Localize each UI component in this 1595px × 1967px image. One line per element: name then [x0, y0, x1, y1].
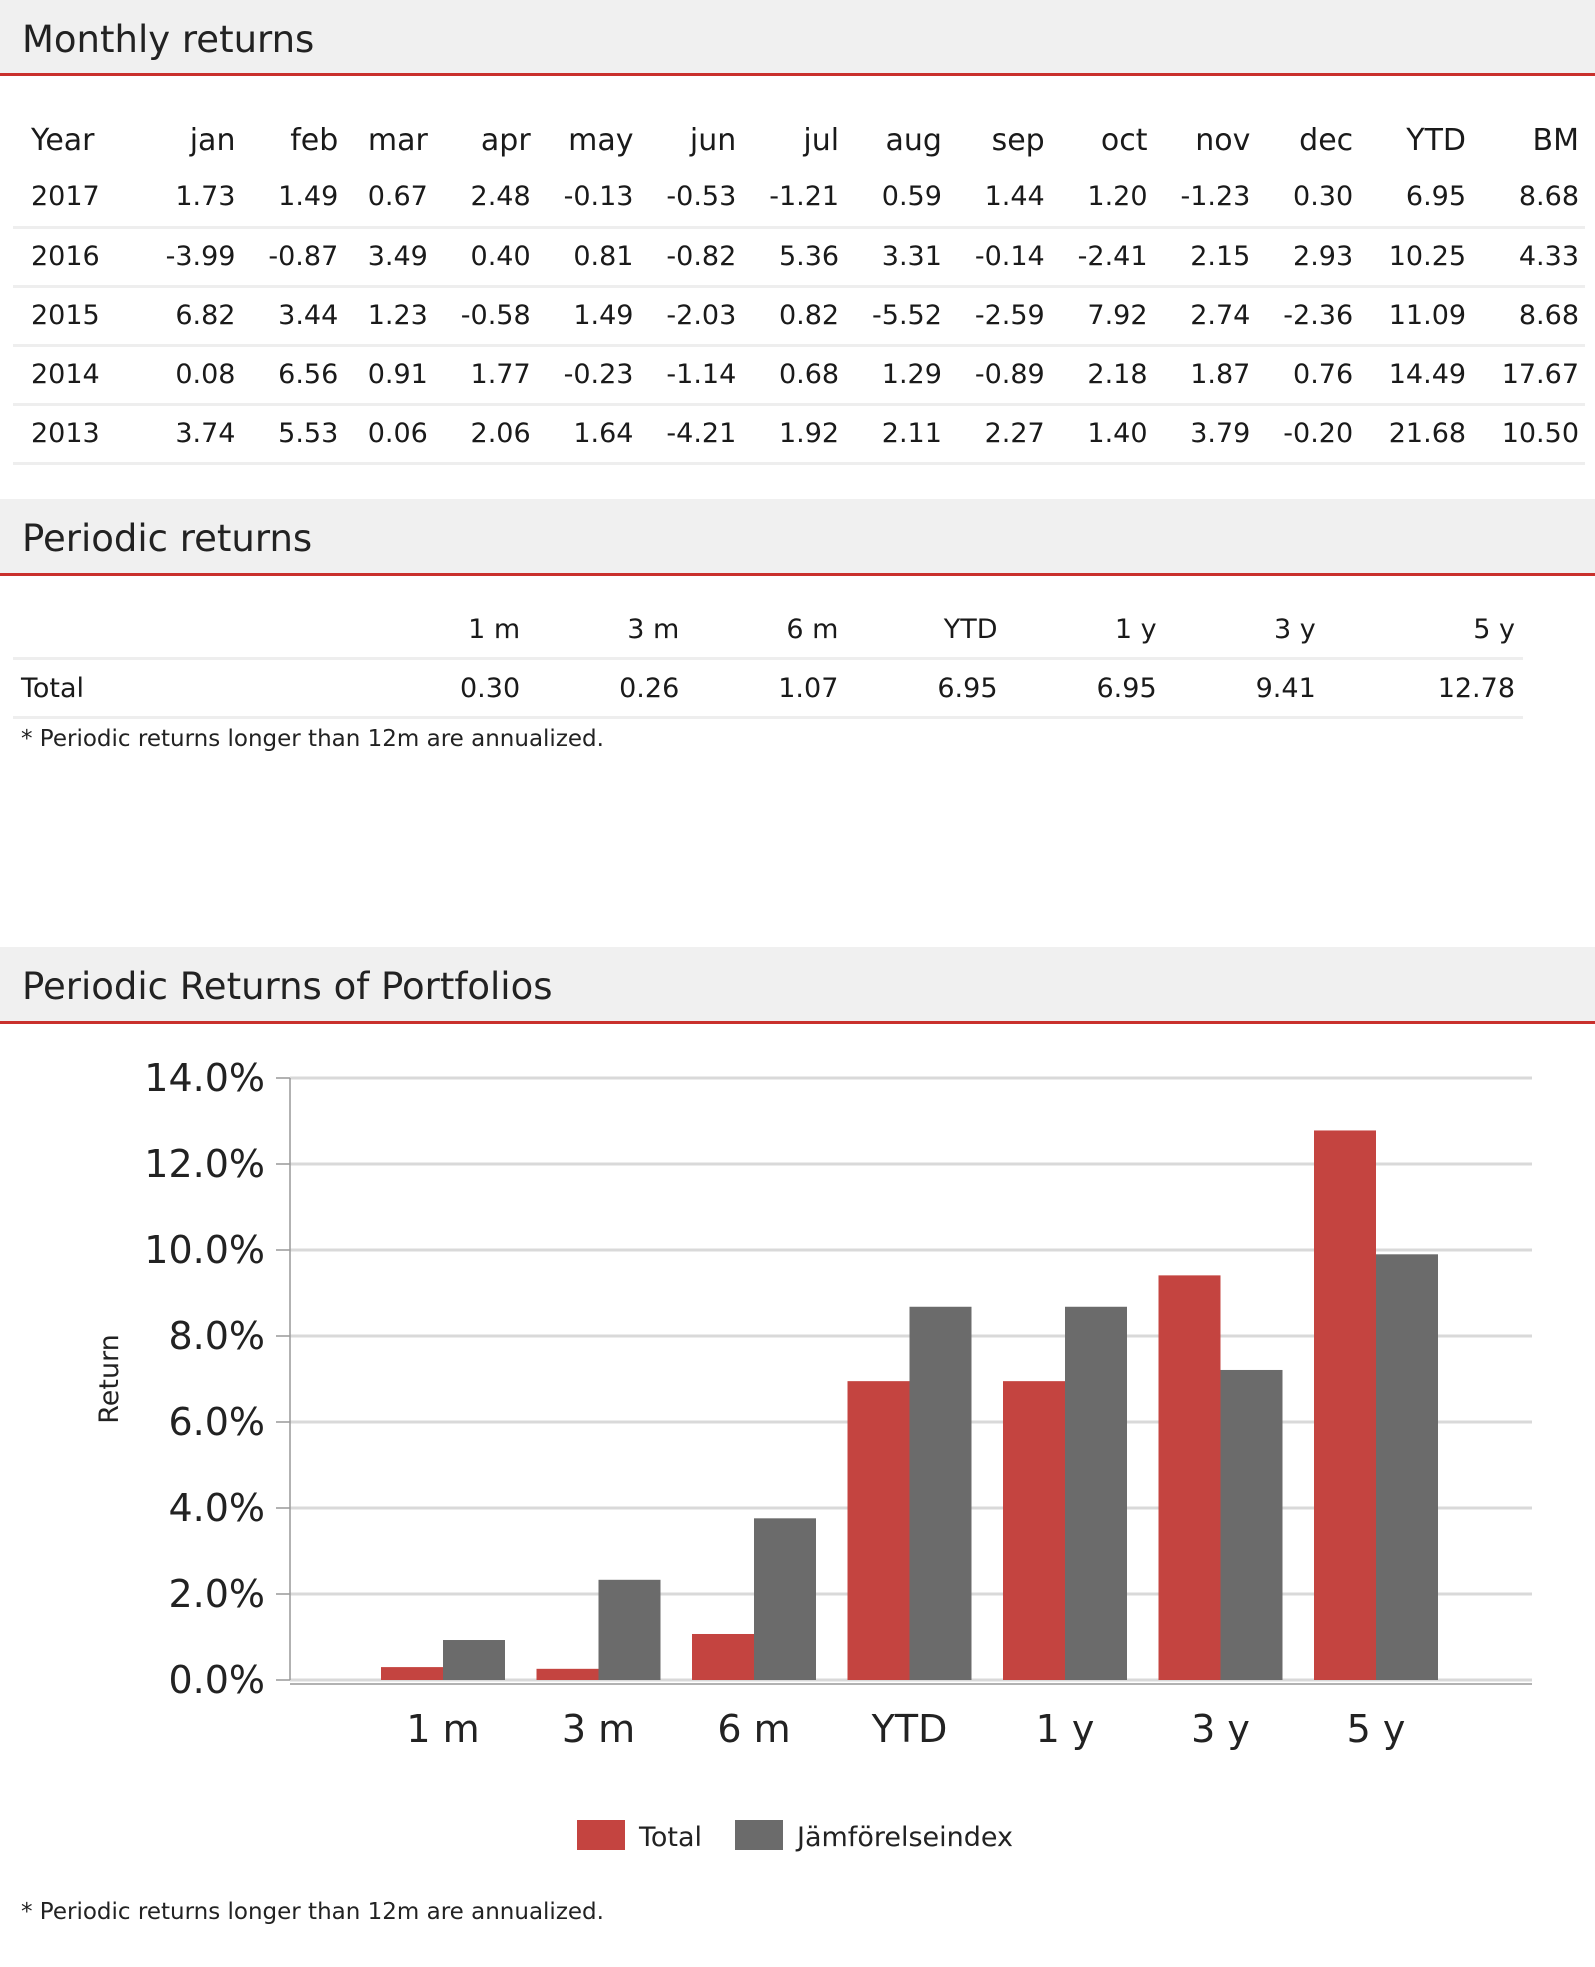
table-cell: 0.82 — [742, 286, 845, 345]
table-row — [13, 345, 1585, 404]
column-header-may: may — [568, 123, 634, 158]
x-tick-label: YTD — [871, 1707, 948, 1751]
table-cell: 1.29 — [845, 345, 948, 404]
table-cell: 0.67 — [344, 168, 434, 227]
table-cell: 1.23 — [344, 286, 434, 345]
column-header: 3 y — [1165, 601, 1324, 659]
table-cell: 1.40 — [1051, 404, 1154, 463]
legend-label: Jämförelseindex — [797, 1822, 1013, 1853]
annualized-note: * Periodic returns longer than 12m are annualized. — [21, 726, 604, 752]
periodic-returns-table — [13, 601, 1523, 719]
table-cell: -2.41 — [1051, 227, 1154, 286]
column-header-jun: jun — [689, 123, 737, 158]
table-cell: 7.92 — [1051, 286, 1154, 345]
table-cell: 0.81 — [537, 227, 640, 286]
x-tick-label: 1 y — [1035, 1707, 1095, 1751]
table-cell: 14.49 — [1359, 345, 1472, 404]
table-cell: 3.44 — [241, 286, 344, 345]
table-cell: 1.49 — [241, 168, 344, 227]
table-cell: -0.14 — [948, 227, 1051, 286]
table-cell: -2.59 — [948, 286, 1051, 345]
table-cell: 1.07 — [687, 659, 846, 718]
table-cell: Total — [13, 659, 369, 718]
bar-total — [848, 1381, 910, 1680]
table-row — [13, 227, 1585, 286]
column-header-feb: feb — [290, 123, 339, 158]
y-tick-label: 4.0% — [168, 1486, 265, 1530]
bar-total — [1314, 1130, 1376, 1680]
table-cell: 2.48 — [434, 168, 537, 227]
legend-label: Total — [639, 1822, 703, 1853]
table-cell: -1.21 — [742, 168, 845, 227]
table-cell: 0.40 — [434, 227, 537, 286]
table-cell: 1.73 — [139, 168, 242, 227]
table-cell: 3.31 — [845, 227, 948, 286]
bar-benchmark — [599, 1580, 661, 1680]
bar-total — [1159, 1275, 1221, 1680]
table-cell: 2015 — [13, 286, 139, 345]
bar-benchmark — [754, 1518, 816, 1680]
x-tick-label: 6 m — [717, 1707, 791, 1751]
table-cell: 3.49 — [344, 227, 434, 286]
periodic-returns-chart — [0, 1030, 1595, 1890]
table-cell: 5.36 — [742, 227, 845, 286]
table-cell: 3.74 — [139, 404, 242, 463]
y-tick-label: 14.0% — [144, 1056, 265, 1100]
table-row — [13, 404, 1585, 463]
table-cell: -0.53 — [639, 168, 742, 227]
table-cell: 0.91 — [344, 345, 434, 404]
bar-benchmark — [1376, 1254, 1438, 1680]
table-cell: 1.49 — [537, 286, 640, 345]
y-tick-label: 0.0% — [168, 1658, 265, 1702]
table-cell: 2.15 — [1154, 227, 1257, 286]
table-cell: 6.95 — [1006, 659, 1165, 718]
table-cell: 2.93 — [1256, 227, 1359, 286]
bar-benchmark — [910, 1307, 972, 1680]
table-cell: 0.68 — [742, 345, 845, 404]
column-header-aug: aug — [885, 123, 942, 158]
table-cell: -0.23 — [537, 345, 640, 404]
column-header-bm: BM — [1532, 123, 1579, 158]
table-cell: 5.53 — [241, 404, 344, 463]
column-header-apr: apr — [480, 123, 531, 158]
column-header: 5 y — [1324, 601, 1523, 659]
bar-total — [381, 1667, 443, 1680]
y-tick-label: 8.0% — [168, 1314, 265, 1358]
column-header-nov: nov — [1195, 123, 1251, 158]
table-cell: -0.58 — [434, 286, 537, 345]
table-cell: 6.56 — [241, 345, 344, 404]
table-cell: 1.92 — [742, 404, 845, 463]
y-axis-label: Return — [94, 1334, 125, 1424]
portfolio-chart-title: Periodic Returns of Portfolios — [22, 965, 553, 1008]
table-cell: -5.52 — [845, 286, 948, 345]
bar-total — [692, 1634, 754, 1680]
y-tick-label: 12.0% — [144, 1142, 265, 1186]
monthly-returns-header — [0, 0, 1595, 76]
table-cell: 21.68 — [1359, 404, 1472, 463]
table-cell: 2.18 — [1051, 345, 1154, 404]
table-cell: 2.11 — [845, 404, 948, 463]
table-cell: 0.30 — [369, 659, 528, 718]
table-cell: 1.87 — [1154, 345, 1257, 404]
table-cell: 3.79 — [1154, 404, 1257, 463]
column-header: 1 m — [369, 601, 528, 659]
table-cell: -0.13 — [537, 168, 640, 227]
portfolio-chart-header — [0, 947, 1595, 1024]
column-header-dec: dec — [1299, 123, 1354, 158]
bar-total — [537, 1669, 599, 1680]
column-header-oct: oct — [1100, 123, 1148, 158]
table-cell: 2016 — [13, 227, 139, 286]
table-cell: 0.30 — [1256, 168, 1359, 227]
table-header-row — [13, 601, 1523, 659]
periodic-returns-header — [0, 499, 1595, 576]
y-tick-label: 2.0% — [168, 1572, 265, 1616]
table-cell: 12.78 — [1324, 659, 1523, 718]
table-cell: -3.99 — [139, 227, 242, 286]
table-cell: 8.68 — [1472, 168, 1585, 227]
table-cell: -0.89 — [948, 345, 1051, 404]
y-tick-label: 10.0% — [144, 1228, 265, 1272]
table-cell: 0.59 — [845, 168, 948, 227]
table-cell: 9.41 — [1165, 659, 1324, 718]
column-header — [13, 601, 369, 659]
table-row — [13, 659, 1523, 718]
table-cell: 2.06 — [434, 404, 537, 463]
table-cell: 0.26 — [528, 659, 687, 718]
table-cell: 8.68 — [1472, 286, 1585, 345]
bar-benchmark — [1221, 1370, 1283, 1680]
table-cell: 2014 — [13, 345, 139, 404]
column-header-year: Year — [31, 123, 95, 158]
table-cell: 0.76 — [1256, 345, 1359, 404]
column-header: 3 m — [528, 601, 687, 659]
table-cell: 11.09 — [1359, 286, 1472, 345]
column-header: 6 m — [687, 601, 846, 659]
annualized-note-chart: * Periodic returns longer than 12m are annualized. — [21, 1899, 604, 1925]
column-header: YTD — [846, 601, 1005, 659]
table-header-row — [13, 113, 1585, 168]
table-cell: 1.44 — [948, 168, 1051, 227]
table-row — [13, 168, 1585, 227]
legend-swatch — [577, 1820, 625, 1850]
table-cell: -4.21 — [639, 404, 742, 463]
column-header: 1 y — [1006, 601, 1165, 659]
table-row — [13, 286, 1585, 345]
table-cell: 6.82 — [139, 286, 242, 345]
table-cell: 1.64 — [537, 404, 640, 463]
x-tick-label: 3 y — [1191, 1707, 1250, 1751]
monthly-returns-title: Monthly returns — [22, 18, 315, 61]
table-cell: 0.06 — [344, 404, 434, 463]
table-cell: 6.95 — [1359, 168, 1472, 227]
bar-benchmark — [443, 1640, 505, 1680]
table-cell: -2.03 — [639, 286, 742, 345]
column-header-jan: jan — [189, 123, 236, 158]
table-cell: 2017 — [13, 168, 139, 227]
table-cell: 10.25 — [1359, 227, 1472, 286]
table-cell: 1.20 — [1051, 168, 1154, 227]
bar-benchmark — [1065, 1307, 1127, 1680]
table-cell: -0.82 — [639, 227, 742, 286]
table-cell: 4.33 — [1472, 227, 1585, 286]
table-cell: -1.14 — [639, 345, 742, 404]
column-header-jul: jul — [803, 123, 840, 158]
x-tick-label: 3 m — [561, 1707, 636, 1751]
table-cell: -2.36 — [1256, 286, 1359, 345]
x-tick-label: 5 y — [1346, 1707, 1406, 1751]
table-cell: 6.95 — [846, 659, 1005, 718]
column-header-ytd: YTD — [1406, 123, 1467, 158]
table-cell: -0.87 — [241, 227, 344, 286]
column-header-mar: mar — [367, 123, 428, 158]
table-cell: 2.27 — [948, 404, 1051, 463]
periodic-returns-title: Periodic returns — [22, 517, 313, 560]
legend-swatch — [735, 1820, 783, 1850]
column-header-sep: sep — [991, 123, 1045, 158]
table-cell: 10.50 — [1472, 404, 1585, 463]
x-tick-label: 1 m — [406, 1707, 480, 1751]
y-tick-label: 6.0% — [168, 1400, 265, 1444]
table-cell: -0.20 — [1256, 404, 1359, 463]
table-cell: 17.67 — [1472, 345, 1585, 404]
table-cell: 2.74 — [1154, 286, 1257, 345]
table-cell: -1.23 — [1154, 168, 1257, 227]
table-cell: 0.08 — [139, 345, 242, 404]
bar-total — [1003, 1381, 1065, 1680]
table-cell: 1.77 — [434, 345, 537, 404]
table-cell: 2013 — [13, 404, 139, 463]
monthly-returns-table — [13, 113, 1585, 465]
